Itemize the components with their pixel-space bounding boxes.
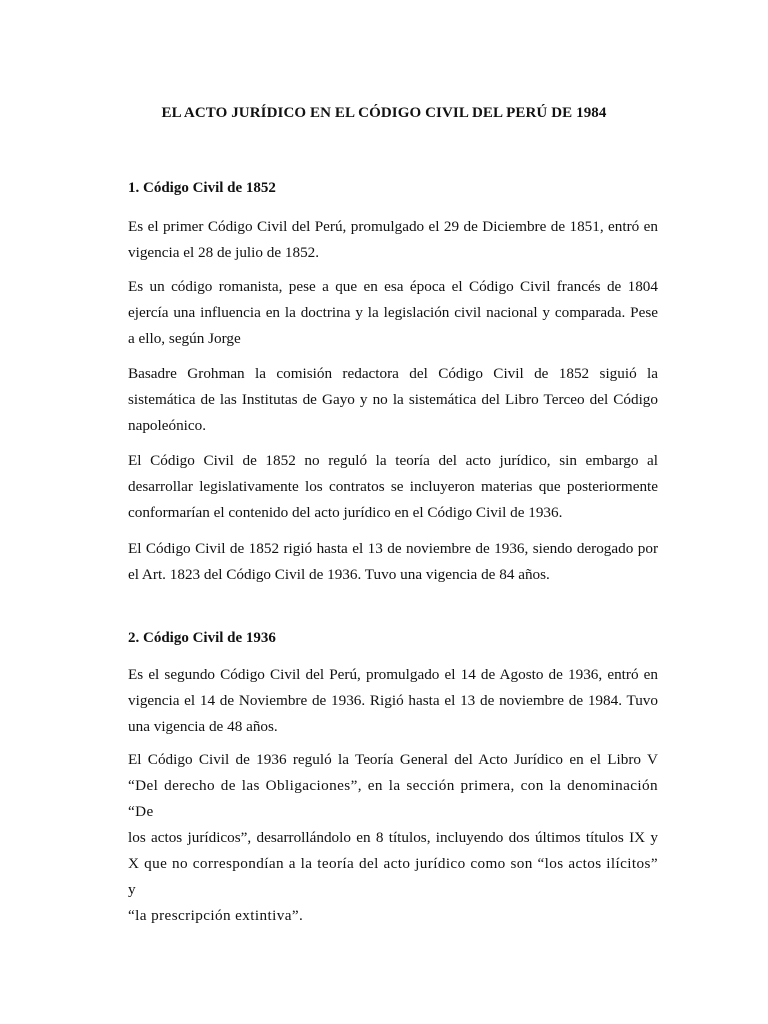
section-1-heading: 1. Código Civil de 1852 <box>128 180 276 196</box>
text-line: sistemática de las Institutas de Gayo y no la sistemática del Libro Terceo del Código <box>128 391 658 408</box>
section-1-paragraph-5 <box>128 536 658 588</box>
document-title: EL ACTO JURÍDICO EN EL CÓDIGO CIVIL DEL PERÚ DE 1984 <box>161 105 607 121</box>
text-line: vigencia el 14 de Noviembre de 1936. Rigió hasta el 13 de noviembre de 1984. Tuvo <box>128 692 658 709</box>
section-1-paragraph-3 <box>128 361 658 439</box>
section-2-paragraph-2 <box>128 747 658 929</box>
text-line: Es el primer Código Civil del Perú, promulgado el 29 de Diciembre de 1851, entró en <box>128 218 658 235</box>
text-line: Es un código romanista, pese a que en esa época el Código Civil francés de 1804 <box>128 278 658 295</box>
text-line: el Art. 1823 del Código Civil de 1936. Tuvo una vigencia de 84 años. <box>128 566 550 583</box>
text-line: Es el segundo Código Civil del Perú, promulgado el 14 de Agosto de 1936, entró en <box>128 666 658 683</box>
text-line: El Código Civil de 1852 rigió hasta el 13 de noviembre de 1936, siendo derogado por <box>128 540 658 557</box>
text-line: una vigencia de 48 años. <box>128 718 278 735</box>
section-1-paragraph-1 <box>128 214 658 266</box>
section-1-paragraph-2 <box>128 274 658 352</box>
text-line: “Del derecho de las Obligaciones”, en la sección primera, con la denominación “De <box>128 777 658 820</box>
text-line: los actos jurídicos”, desarrollándolo en 8 títulos, incluyendo dos últimos títulos IX y <box>128 829 658 846</box>
text-line: El Código Civil de 1936 reguló la Teoría General del Acto Jurídico en el Libro V <box>128 751 658 768</box>
text-line: conformarían el contenido del acto jurídico en el Código Civil de 1936. <box>128 504 563 521</box>
text-line: X que no correspondían a la teoría del acto jurídico como son “los actos ilícitos” y <box>128 855 658 898</box>
section-2-paragraph-1 <box>128 662 658 740</box>
text-line: El Código Civil de 1852 no reguló la teoría del acto jurídico, sin embargo al <box>128 452 658 469</box>
text-line: a ello, según Jorge <box>128 330 241 347</box>
text-line: Basadre Grohman la comisión redactora del Código Civil de 1852 siguió la <box>128 365 658 382</box>
section-1-paragraph-4 <box>128 448 658 526</box>
text-line: napoleónico. <box>128 417 207 434</box>
text-line: vigencia el 28 de julio de 1852. <box>128 244 320 261</box>
text-line: “la prescripción extintiva”. <box>128 907 304 924</box>
section-2-heading: 2. Código Civil de 1936 <box>128 630 276 646</box>
text-line: desarrollar legislativamente los contratos se incluyeron materias que posteriormente <box>128 478 658 495</box>
text-line: ejercía una influencia en la doctrina y la legislación civil nacional y comparada. Pese <box>128 304 658 321</box>
